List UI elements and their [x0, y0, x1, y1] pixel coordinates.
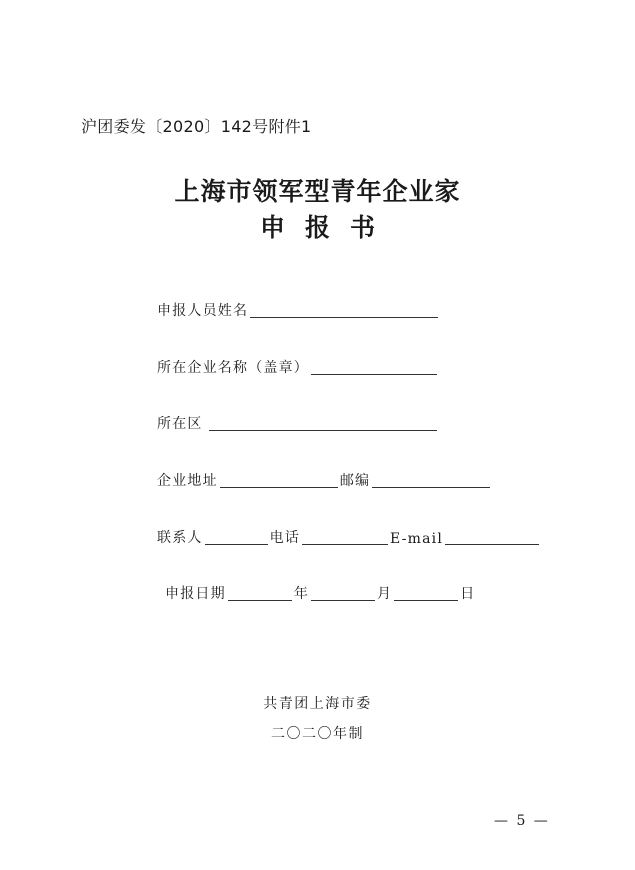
applicant-name-field[interactable] [250, 303, 438, 318]
company-name-field[interactable] [311, 360, 437, 375]
email-field[interactable] [445, 530, 539, 545]
document-reference: 沪团委发〔2020〕142号附件1 [81, 117, 312, 136]
month-field[interactable] [311, 586, 375, 601]
page-title: 上海市领军型青年企业家 [174, 177, 461, 206]
contact-row [157, 527, 541, 547]
day-field[interactable] [394, 586, 458, 601]
address-row [157, 470, 492, 490]
year-field[interactable] [228, 586, 292, 601]
day-label: 日 [460, 586, 476, 602]
district-field[interactable] [209, 416, 437, 431]
district-row [157, 413, 439, 433]
date-label: 申报日期 [165, 586, 226, 602]
page-number: — 5 — [494, 813, 550, 829]
postcode-label: 邮编 [339, 473, 371, 489]
email-label: E-mail [390, 531, 444, 547]
company-name-label: 所在企业名称（盖章） [157, 360, 309, 376]
phone-field[interactable] [302, 530, 388, 545]
month-label: 月 [377, 586, 393, 602]
company-address-label: 企业地址 [157, 473, 218, 489]
contact-field[interactable] [205, 530, 268, 545]
applicant-name-label: 申报人员姓名 [157, 303, 249, 319]
district-label: 所在区 [157, 416, 203, 432]
postcode-field[interactable] [372, 473, 490, 488]
date-row [165, 583, 475, 603]
page-subtitle: 申报书 [259, 213, 395, 242]
company-name-row [157, 357, 439, 377]
applicant-name-row [157, 300, 440, 320]
year-made: 二〇二〇年制 [271, 726, 364, 742]
phone-label: 电话 [269, 530, 301, 546]
issuer: 共青团上海市委 [263, 696, 372, 712]
contact-label: 联系人 [157, 530, 203, 546]
year-label: 年 [293, 586, 310, 602]
company-address-field[interactable] [220, 473, 338, 488]
